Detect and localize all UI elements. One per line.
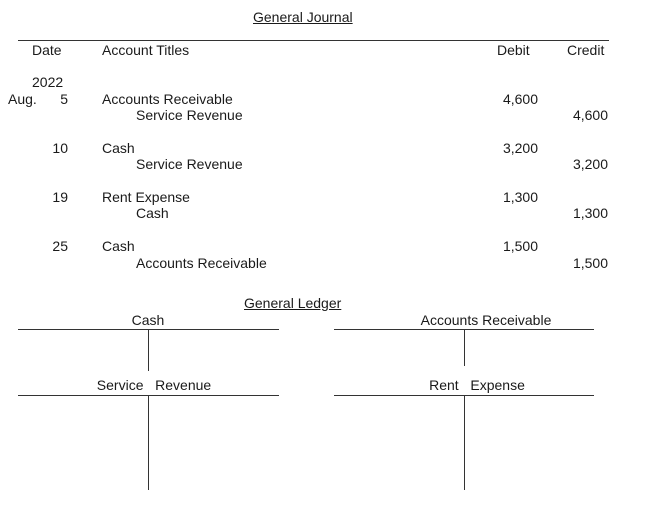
t-account-title: Accounts Receivable	[420, 312, 552, 328]
entry-day: 10	[52, 140, 68, 156]
entry-credit-amount: 1,500	[572, 255, 608, 271]
t-account-stem	[464, 329, 465, 366]
entry-credit-amount: 1,300	[572, 205, 608, 221]
ledger-title: General Ledger	[244, 295, 342, 311]
t-account-title: Cash	[131, 312, 165, 328]
t-account-stem	[148, 395, 149, 490]
entry-day: 5	[60, 91, 68, 107]
date-header: Date	[32, 42, 62, 58]
entry-debit-account: Cash	[102, 140, 135, 156]
entry-debit-account: Rent Expense	[102, 189, 190, 205]
entry-credit-account: Cash	[136, 205, 169, 221]
entry-credit-account: Service Revenue	[136, 156, 243, 172]
credit-header: Credit	[567, 42, 605, 58]
entry-day: 25	[52, 238, 68, 254]
entry-debit-account: Cash	[102, 238, 135, 254]
entry-debit-account: Accounts Receivable	[102, 91, 233, 107]
entry-day: 19	[52, 189, 68, 205]
entry-debit-amount: 1,300	[502, 189, 538, 205]
header-rule	[18, 40, 609, 41]
entry-debit-amount: 1,500	[502, 238, 538, 254]
entry-debit-amount: 4,600	[502, 91, 538, 107]
journal-month: Aug.	[8, 91, 37, 107]
entry-credit-amount: 3,200	[572, 156, 608, 172]
debit-header: Debit	[497, 42, 530, 58]
entry-credit-account: Accounts Receivable	[136, 255, 267, 271]
journal-year: 2022	[32, 74, 64, 90]
account-titles-header: Account Titles	[102, 42, 190, 58]
t-account-stem	[148, 329, 149, 371]
journal-title: General Journal	[253, 9, 353, 25]
entry-debit-amount: 3,200	[502, 140, 538, 156]
t-account-title: Rent Expense	[429, 377, 525, 393]
entry-credit-amount: 4,600	[572, 107, 608, 123]
entry-credit-account: Service Revenue	[136, 107, 243, 123]
t-account-stem	[464, 395, 465, 490]
t-account-title: Service Revenue	[96, 377, 212, 393]
